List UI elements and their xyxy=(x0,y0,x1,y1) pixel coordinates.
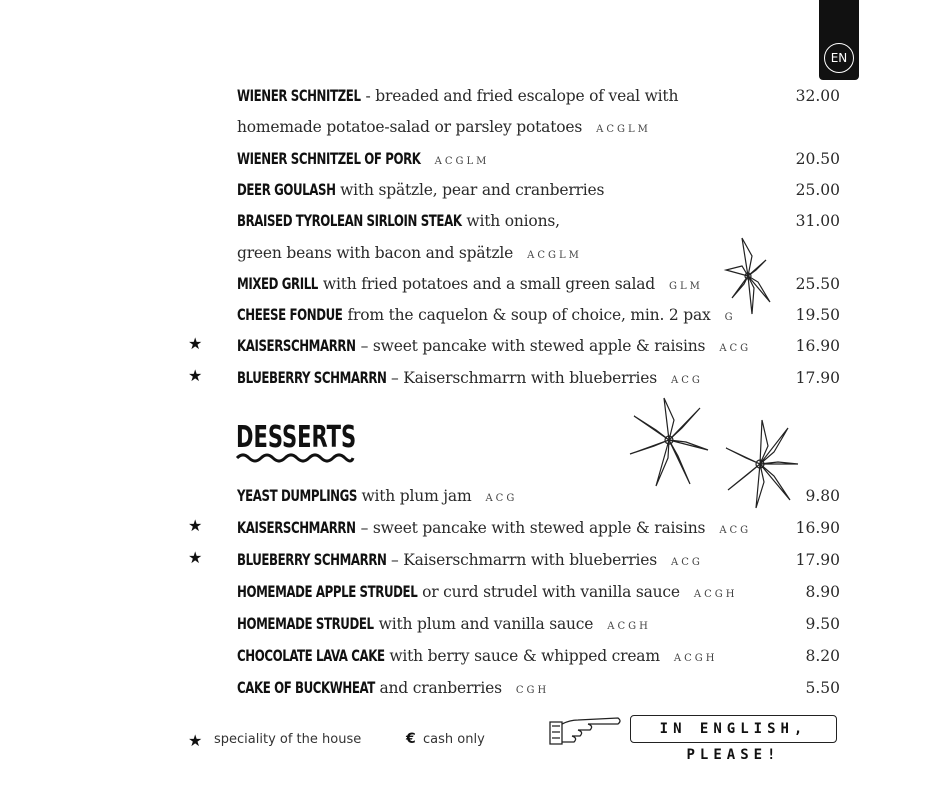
star-anise-flower-icon xyxy=(722,418,800,510)
legend-star-text: speciality of the house xyxy=(214,732,362,747)
dish-price: 25.00 xyxy=(795,181,840,199)
menu-item xyxy=(237,677,549,699)
allergen-codes: ACG xyxy=(719,525,752,536)
allergen-codes: CGH xyxy=(515,685,550,696)
dish-description: with spätzle, pear and cranberries xyxy=(335,181,605,199)
dish-description: green beans with bacon and spätzle xyxy=(237,244,514,262)
menu-item xyxy=(237,148,489,170)
menu-item xyxy=(237,549,703,571)
star-icon: ★ xyxy=(188,334,203,353)
allergen-codes: GLM xyxy=(669,281,703,292)
wavy-underline-icon xyxy=(235,452,355,464)
allergen-codes: ACG xyxy=(485,493,518,504)
star-icon: ★ xyxy=(188,548,203,567)
dish-description: with plum and vanilla sauce xyxy=(373,615,594,633)
english-please-button[interactable]: IN ENGLISH, PLEASE! xyxy=(630,715,837,743)
dish-price: 20.50 xyxy=(795,150,840,168)
dish-description: homemade potatoe-salad or parsley potatoes xyxy=(237,118,583,136)
allergen-codes: ACGLM xyxy=(527,250,582,261)
dish-name: CAKE OF BUCKWHEAT xyxy=(237,678,375,697)
dish-name: WIENER SCHNITZEL xyxy=(237,86,361,105)
dish-price: 9.80 xyxy=(805,487,840,505)
dish-name: YEAST DUMPLINGS xyxy=(237,486,358,505)
allergen-codes: ACGH xyxy=(673,653,718,664)
dish-price: 17.90 xyxy=(795,369,840,387)
menu-item xyxy=(237,485,517,507)
dish-description: – sweet pancake with stewed apple & raisins xyxy=(355,337,706,355)
dish-price: 16.90 xyxy=(795,337,840,355)
pointing-hand-icon xyxy=(548,712,622,746)
allergen-codes: ACGH xyxy=(607,621,651,632)
allergen-codes: ACGLM xyxy=(434,156,490,167)
dish-name: KAISERSCHMARRN xyxy=(237,336,356,355)
desserts-title: DESSERTS xyxy=(236,420,357,455)
dish-price: 17.90 xyxy=(795,551,840,569)
dish-price: 9.50 xyxy=(805,615,840,633)
legend-euro-text: cash only xyxy=(423,732,485,747)
menu-item xyxy=(237,210,560,232)
dish-description: – sweet pancake with stewed apple & raisins xyxy=(355,519,706,537)
dish-price: 25.50 xyxy=(795,275,840,293)
dish-name: CHEESE FONDUE xyxy=(237,305,343,324)
star-icon: ★ xyxy=(188,516,203,535)
dish-name: CHOCOLATE LAVA CAKE xyxy=(237,646,385,665)
allergen-codes: ACGLM xyxy=(596,124,651,135)
dish-name: KAISERSCHMARRN xyxy=(237,518,356,537)
dish-description: with plum jam xyxy=(356,487,472,505)
menu-item xyxy=(237,116,651,138)
dish-description: and cranberries xyxy=(374,679,502,697)
dish-name: WIENER SCHNITZEL OF PORK xyxy=(237,149,421,168)
menu-item xyxy=(237,179,604,201)
allergen-codes: ACG xyxy=(719,343,752,354)
menu-item xyxy=(237,367,703,389)
menu-item xyxy=(237,242,582,264)
dish-description: - breaded and fried escalope of veal with xyxy=(360,87,679,105)
dish-name: HOMEMADE APPLE STRUDEL xyxy=(237,582,418,601)
dish-description: with onions, xyxy=(461,212,560,230)
menu-item xyxy=(237,613,651,635)
dish-name: HOMEMADE STRUDEL xyxy=(237,614,374,633)
menu-item xyxy=(237,335,751,357)
dish-description: from the caquelon & soup of choice, min. 2 pax xyxy=(342,306,711,324)
allergen-codes: ACG xyxy=(671,375,703,386)
menu-item xyxy=(237,517,751,539)
star-icon: ★ xyxy=(188,366,203,385)
dish-description: – Kaiserschmarrn with blueberries xyxy=(386,551,658,569)
euro-icon: € xyxy=(406,731,416,747)
star-anise-flower-icon xyxy=(722,236,774,316)
dish-name: DEER GOULASH xyxy=(237,180,336,199)
allergen-codes: ACGH xyxy=(693,589,738,600)
dish-description: with berry sauce & whipped cream xyxy=(384,647,660,665)
dish-name: MIXED GRILL xyxy=(237,274,318,293)
allergen-codes: G xyxy=(724,312,736,323)
dish-price: 5.50 xyxy=(805,679,840,697)
dish-price: 8.20 xyxy=(805,647,840,665)
menu-item xyxy=(237,85,678,107)
allergen-codes: ACG xyxy=(671,557,703,568)
language-label[interactable]: EN xyxy=(824,43,854,73)
dish-name: BRAISED TYROLEAN SIRLOIN STEAK xyxy=(237,211,462,230)
language-tab[interactable] xyxy=(819,0,859,80)
dish-description: or curd strudel with vanilla sauce xyxy=(417,583,680,601)
menu-item xyxy=(237,581,737,603)
dish-price: 32.00 xyxy=(795,87,840,105)
menu-item xyxy=(237,645,717,667)
star-anise-flower-icon xyxy=(628,396,710,488)
dish-name: BLUEBERRY SCHMARRN xyxy=(237,550,387,569)
dish-price: 8.90 xyxy=(805,583,840,601)
dish-price: 19.50 xyxy=(795,306,840,324)
dish-description: with fried potatoes and a small green salad xyxy=(318,275,656,293)
menu-item xyxy=(237,273,703,295)
menu-item xyxy=(237,304,736,326)
dish-price: 16.90 xyxy=(795,519,840,537)
star-icon: ★ xyxy=(188,731,203,750)
dish-price: 31.00 xyxy=(795,212,840,230)
dish-name: BLUEBERRY SCHMARRN xyxy=(237,368,387,387)
dish-description: – Kaiserschmarrn with blueberries xyxy=(386,369,658,387)
